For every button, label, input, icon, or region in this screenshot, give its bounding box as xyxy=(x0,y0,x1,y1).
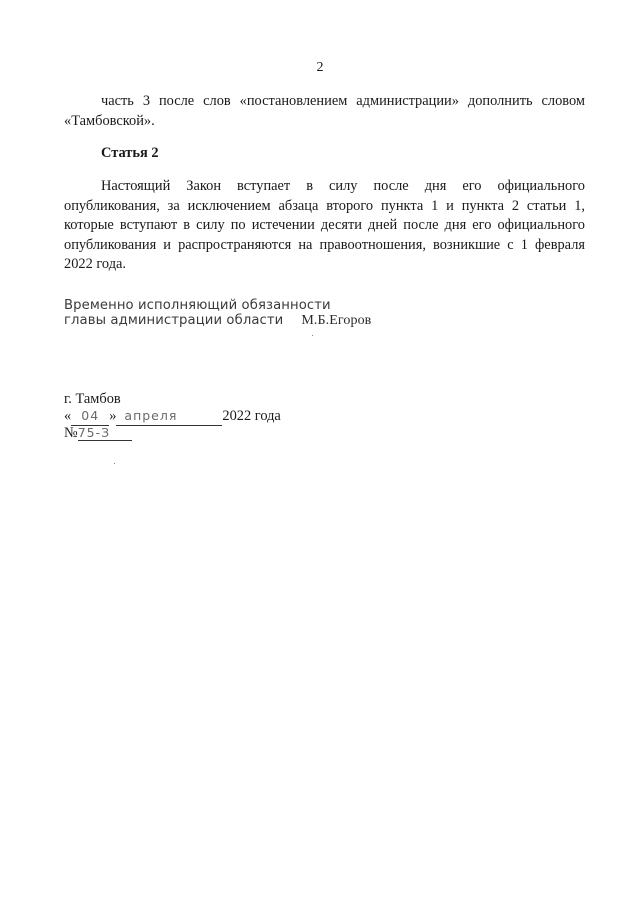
page-number: 2 xyxy=(316,60,324,75)
scan-speck xyxy=(312,335,313,336)
date-close-quote: » xyxy=(109,408,117,424)
article-2-heading: Статья 2 xyxy=(101,145,159,161)
number-line xyxy=(64,425,132,442)
number-value: 75-З xyxy=(78,425,132,441)
number-prefix: № xyxy=(64,425,78,441)
article-2-text: Настоящий Закон вступает в силу после дня его официального опубликования, за исключением абзаца второго пункта 1 и пункта 2 статьи 1, которые вступают в силу по истечении десяти дней после дня его официального опубликования и распространяются на правоотношения, возникшие с 1 февраля 2022 года. xyxy=(64,178,585,272)
date-month-field xyxy=(116,408,222,426)
signature-title-line2 xyxy=(64,313,371,329)
article-2-paragraph xyxy=(64,177,585,275)
signature-title-text: главы администрации области xyxy=(64,313,284,328)
scan-speck xyxy=(114,463,115,464)
paragraph-amendment xyxy=(64,92,585,131)
date-day-field xyxy=(71,408,109,426)
paragraph-amendment-text: часть 3 после слов «постановлением администрации» дополнить словом «Тамбовской». xyxy=(64,93,585,129)
date-year: 2022 года xyxy=(222,408,281,424)
date-open-quote: « xyxy=(64,408,72,424)
date-line xyxy=(64,408,281,426)
signatory-name: М.Б.Егоров xyxy=(301,313,372,328)
city: г. Тамбов xyxy=(64,391,121,407)
signature-title-line1: Временно исполняющий обязанности xyxy=(64,298,331,313)
date-day: 04 xyxy=(81,408,100,423)
date-month: апреля xyxy=(124,408,178,423)
